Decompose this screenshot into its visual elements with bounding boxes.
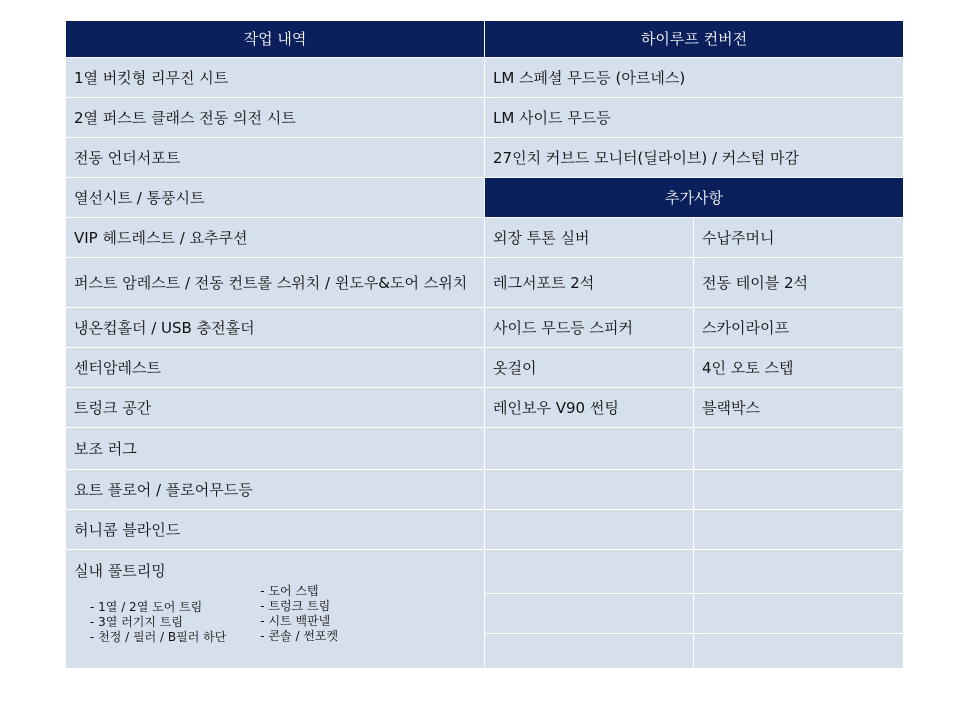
hiroof-item: LM 스페셜 무드등 (아르네스) bbox=[485, 58, 904, 98]
extra-item bbox=[694, 550, 904, 594]
trim-detail: - 천정 / 필러 / B필러 하단 bbox=[90, 630, 226, 645]
trim-detail: - 3열 러기지 트림 bbox=[90, 615, 226, 630]
trim-details bbox=[74, 584, 476, 645]
work-item: 열선시트 / 통풍시트 bbox=[66, 178, 485, 218]
extra-item bbox=[485, 634, 694, 669]
extra-item bbox=[694, 428, 904, 470]
trim-list-right bbox=[260, 584, 338, 645]
extra-item bbox=[485, 550, 694, 594]
work-item: VIP 헤드레스트 / 요추쿠션 bbox=[66, 218, 485, 258]
work-item: 트렁크 공간 bbox=[66, 388, 485, 428]
extra-item: 레인보우 V90 썬팅 bbox=[485, 388, 694, 428]
work-item: 허니콤 블라인드 bbox=[66, 510, 485, 550]
extra-item: 수납주머니 bbox=[694, 218, 904, 258]
hiroof-item: 27인치 커브드 모니터(딜라이브) / 커스텀 마감 bbox=[485, 138, 904, 178]
extras-header: 추가사항 bbox=[485, 178, 904, 218]
trim-detail: - 콘솔 / 썬포켓 bbox=[260, 629, 338, 644]
trim-detail: - 시트 백판넬 bbox=[260, 614, 338, 629]
extra-item: 옷걸이 bbox=[485, 348, 694, 388]
work-item: 전동 언더서포트 bbox=[66, 138, 485, 178]
work-item: 보조 러그 bbox=[66, 428, 485, 470]
hiroof-header: 하이루프 컨버전 bbox=[485, 21, 904, 58]
work-table bbox=[65, 20, 904, 669]
extra-item bbox=[694, 634, 904, 669]
extra-item: 전동 테이블 2석 bbox=[694, 258, 904, 308]
work-item: 냉온컵홀더 / USB 충전홀더 bbox=[66, 308, 485, 348]
work-item: 센터암레스트 bbox=[66, 348, 485, 388]
work-item: 실내 풀트리밍 bbox=[74, 562, 166, 580]
extra-item bbox=[485, 510, 694, 550]
extra-item bbox=[694, 470, 904, 510]
extra-item bbox=[485, 428, 694, 470]
work-header: 작업 내역 bbox=[66, 21, 485, 58]
extra-item bbox=[485, 594, 694, 634]
extra-item: 스카이라이프 bbox=[694, 308, 904, 348]
extra-item: 블랙박스 bbox=[694, 388, 904, 428]
trim-detail: - 1열 / 2열 도어 트림 bbox=[90, 600, 226, 615]
extra-item bbox=[485, 470, 694, 510]
extra-item bbox=[694, 594, 904, 634]
extra-item: 사이드 무드등 스피커 bbox=[485, 308, 694, 348]
extra-item bbox=[694, 510, 904, 550]
work-item: 1열 버킷형 리무진 시트 bbox=[66, 58, 485, 98]
work-item: 2열 퍼스트 클래스 전동 의전 시트 bbox=[66, 98, 485, 138]
hiroof-item: LM 사이드 무드등 bbox=[485, 98, 904, 138]
extra-item: 외장 투톤 실버 bbox=[485, 218, 694, 258]
trim-detail: - 도어 스텝 bbox=[260, 584, 338, 599]
work-item: 요트 플로어 / 플로어무드등 bbox=[66, 470, 485, 510]
extra-item: 4인 오토 스텝 bbox=[694, 348, 904, 388]
extra-item: 레그서포트 2석 bbox=[485, 258, 694, 308]
trim-cell bbox=[66, 550, 485, 669]
trim-detail: - 트렁크 트림 bbox=[260, 599, 338, 614]
trim-list-left bbox=[90, 600, 226, 645]
work-item: 퍼스트 암레스트 / 전동 컨트롤 스위치 / 윈도우&도어 스위치 bbox=[66, 258, 485, 308]
